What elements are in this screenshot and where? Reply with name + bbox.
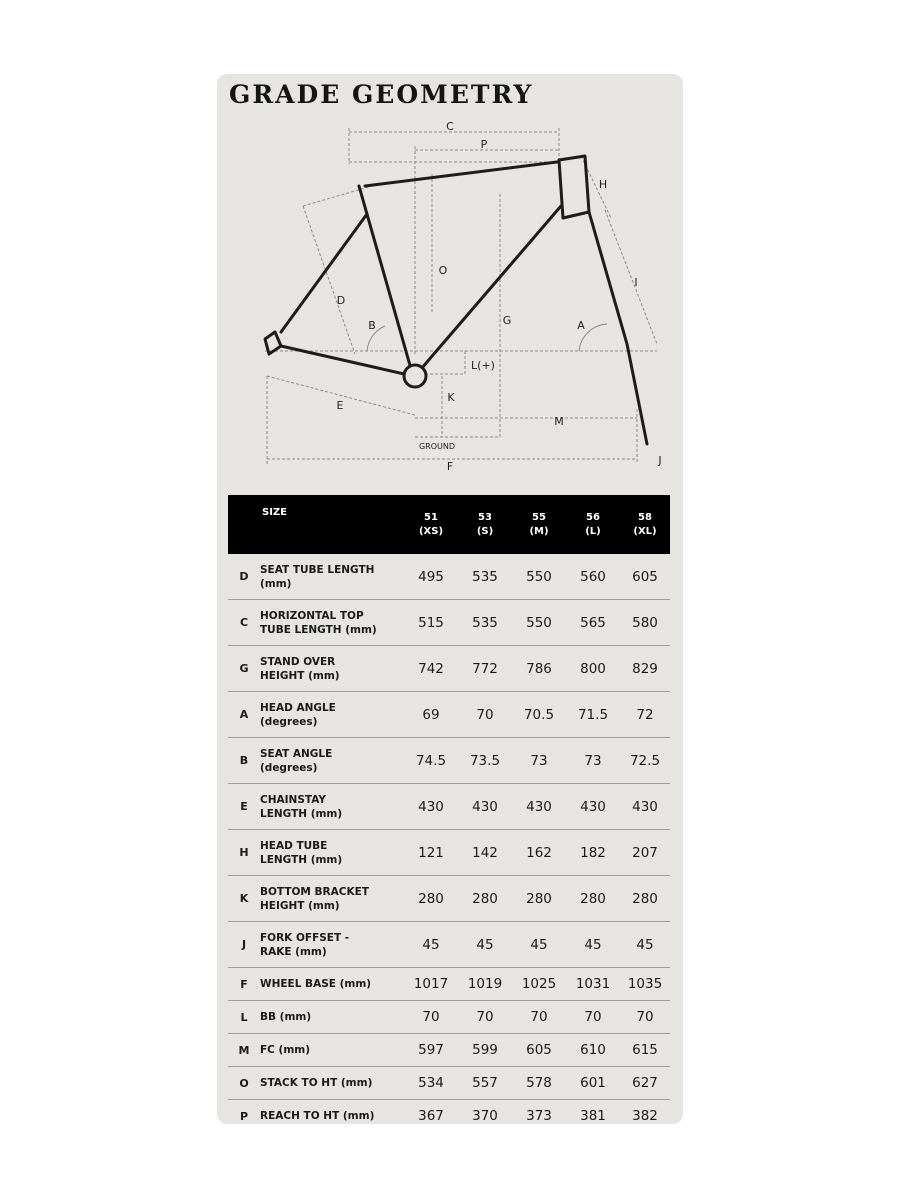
value-cell: 627 bbox=[620, 1067, 670, 1100]
value-cell: 601 bbox=[566, 1067, 620, 1100]
value-cell: 73 bbox=[566, 738, 620, 784]
value-cell: 70 bbox=[620, 1001, 670, 1034]
value-cell: 45 bbox=[404, 922, 458, 968]
table-row bbox=[228, 738, 670, 784]
parameter-name-line: FC (mm) bbox=[260, 1044, 311, 1056]
value-cell: 45 bbox=[566, 922, 620, 968]
dimension-letter: G bbox=[228, 646, 260, 692]
value-cell: 597 bbox=[404, 1034, 458, 1067]
value-cell: 430 bbox=[458, 784, 512, 830]
parameter-name-line: BB (mm) bbox=[260, 1011, 312, 1023]
dimension-letter: E bbox=[228, 784, 260, 830]
label-g: G bbox=[502, 314, 512, 327]
value-cell: 430 bbox=[512, 784, 566, 830]
parameter-name bbox=[260, 554, 404, 600]
geometry-table-body bbox=[228, 554, 670, 1132]
value-cell: 560 bbox=[566, 554, 620, 600]
parameter-name-line: WHEEL BASE (mm) bbox=[260, 978, 372, 990]
parameter-name-line: CHAINSTAY bbox=[260, 793, 326, 806]
value-cell: 772 bbox=[458, 646, 512, 692]
dimension-letter: K bbox=[228, 876, 260, 922]
table-row bbox=[228, 1034, 670, 1067]
label-o: O bbox=[438, 264, 448, 277]
value-cell: 73.5 bbox=[458, 738, 512, 784]
label-j: J bbox=[658, 454, 662, 467]
label-m: M bbox=[554, 415, 564, 428]
table-row bbox=[228, 1100, 670, 1133]
parameter-name-line: TUBE LENGTH (mm) bbox=[260, 623, 377, 636]
label-k: K bbox=[447, 391, 455, 404]
value-cell: 70 bbox=[512, 1001, 566, 1034]
value-cell: 45 bbox=[458, 922, 512, 968]
table-row bbox=[228, 692, 670, 738]
table-row bbox=[228, 554, 670, 600]
dimension-letter: F bbox=[228, 968, 260, 1001]
value-cell: 615 bbox=[620, 1034, 670, 1067]
size-column-header: 58 (XL) bbox=[620, 495, 670, 554]
value-cell: 565 bbox=[566, 600, 620, 646]
value-cell: 535 bbox=[458, 554, 512, 600]
value-cell: 605 bbox=[512, 1034, 566, 1067]
parameter-name-line: REACH TO HT (mm) bbox=[260, 1110, 375, 1122]
value-cell: 71.5 bbox=[566, 692, 620, 738]
bottom-bracket bbox=[404, 365, 426, 387]
parameter-name-line: (degrees) bbox=[260, 761, 318, 774]
value-cell: 280 bbox=[566, 876, 620, 922]
label-p: P bbox=[480, 138, 488, 151]
value-cell: 550 bbox=[512, 554, 566, 600]
label-d: D bbox=[336, 294, 346, 307]
value-cell: 367 bbox=[418, 1108, 444, 1124]
value-cell: 70.5 bbox=[512, 692, 566, 738]
parameter-name bbox=[260, 968, 404, 1001]
label-ground: GROUND bbox=[418, 442, 456, 451]
parameter-name bbox=[260, 922, 404, 968]
dimension-letter: J bbox=[228, 922, 260, 968]
value-cell: 72.5 bbox=[620, 738, 670, 784]
parameter-name-line: (degrees) bbox=[260, 715, 318, 728]
value-cell: 280 bbox=[620, 876, 670, 922]
value-cell: 70 bbox=[458, 1001, 512, 1034]
label-h: H bbox=[598, 178, 608, 191]
value-cell: 535 bbox=[458, 600, 512, 646]
table-row bbox=[228, 784, 670, 830]
value-cell: 829 bbox=[620, 646, 670, 692]
value-cell: 382 bbox=[632, 1108, 658, 1124]
parameter-name-line: HEIGHT (mm) bbox=[260, 669, 340, 682]
frame-geometry-diagram bbox=[217, 114, 683, 474]
parameter-name bbox=[260, 876, 404, 922]
size-column-header: 56 (L) bbox=[566, 495, 620, 554]
value-cell: 280 bbox=[404, 876, 458, 922]
label-e: E bbox=[336, 399, 344, 412]
value-cell: 69 bbox=[404, 692, 458, 738]
value-cell: 1017 bbox=[404, 968, 458, 1001]
size-column-header: 55 (M) bbox=[512, 495, 566, 554]
label-f: F bbox=[446, 460, 454, 473]
dimension-letter: H bbox=[228, 830, 260, 876]
size-column-header: 53 (S) bbox=[458, 495, 512, 554]
value-cell: 207 bbox=[620, 830, 670, 876]
geometry-card bbox=[217, 74, 683, 1124]
value-cell: 534 bbox=[404, 1067, 458, 1100]
table-row bbox=[228, 646, 670, 692]
value-cell: 1019 bbox=[458, 968, 512, 1001]
parameter-name bbox=[260, 1034, 404, 1067]
dimension-letter: B bbox=[228, 738, 260, 784]
page-title: GRADE GEOMETRY bbox=[229, 80, 534, 109]
value-cell: 45 bbox=[620, 922, 670, 968]
parameter-name bbox=[260, 600, 404, 646]
value-cell: 373 bbox=[526, 1108, 552, 1124]
value-cell: 70 bbox=[404, 1001, 458, 1034]
value-cell: 280 bbox=[512, 876, 566, 922]
dimension-letter: M bbox=[228, 1034, 260, 1067]
size-column-header: 51 (XS) bbox=[404, 495, 458, 554]
geometry-table bbox=[228, 495, 670, 1132]
value-cell: 550 bbox=[512, 600, 566, 646]
parameter-name-line: HEIGHT (mm) bbox=[260, 899, 340, 912]
value-cell: 280 bbox=[458, 876, 512, 922]
dimension-letter: O bbox=[228, 1067, 260, 1100]
value-cell: 610 bbox=[566, 1034, 620, 1067]
parameter-name bbox=[260, 784, 404, 830]
value-cell: 578 bbox=[512, 1067, 566, 1100]
value-cell: 72 bbox=[620, 692, 670, 738]
parameter-name bbox=[260, 646, 404, 692]
value-cell: 557 bbox=[458, 1067, 512, 1100]
table-row bbox=[228, 922, 670, 968]
value-cell: 1031 bbox=[566, 968, 620, 1001]
value-cell: 800 bbox=[566, 646, 620, 692]
value-cell: 142 bbox=[458, 830, 512, 876]
parameter-name-line: LENGTH (mm) bbox=[260, 807, 343, 820]
bike-frame bbox=[265, 156, 647, 444]
parameter-name bbox=[260, 738, 404, 784]
value-cell: 742 bbox=[404, 646, 458, 692]
value-cell: 70 bbox=[566, 1001, 620, 1034]
dimension-letter: D bbox=[228, 554, 260, 600]
dimension-letter: A bbox=[228, 692, 260, 738]
label-a: A bbox=[577, 319, 585, 332]
label-c: C bbox=[446, 120, 454, 133]
value-cell: 121 bbox=[404, 830, 458, 876]
table-row bbox=[228, 876, 670, 922]
size-header: SIZE bbox=[260, 495, 404, 554]
label-i: I bbox=[634, 276, 638, 289]
value-cell: 381 bbox=[580, 1108, 606, 1124]
parameter-name-line: HEAD TUBE bbox=[260, 839, 328, 852]
table-row bbox=[228, 1067, 670, 1100]
parameter-name-line: STAND OVER bbox=[260, 655, 336, 668]
value-cell: 70 bbox=[458, 692, 512, 738]
table-row bbox=[228, 830, 670, 876]
parameter-name bbox=[260, 1100, 404, 1133]
parameter-name bbox=[260, 1001, 404, 1034]
parameter-name bbox=[260, 1067, 404, 1100]
value-cell: 1025 bbox=[512, 968, 566, 1001]
parameter-name-line: LENGTH (mm) bbox=[260, 853, 343, 866]
parameter-name-line: BOTTOM BRACKET bbox=[260, 885, 369, 898]
parameter-name-line: FORK OFFSET - bbox=[260, 931, 350, 944]
value-cell: 605 bbox=[620, 554, 670, 600]
table-header-row bbox=[228, 495, 670, 554]
value-cell: 45 bbox=[512, 922, 566, 968]
dimension-letter: P bbox=[239, 1109, 249, 1123]
label-l: L(+) bbox=[471, 359, 495, 372]
parameter-name-line: RAKE (mm) bbox=[260, 945, 327, 958]
label-b: B bbox=[368, 319, 376, 332]
table-row bbox=[228, 600, 670, 646]
parameter-name-line: STACK TO HT (mm) bbox=[260, 1077, 373, 1089]
parameter-name-line: HORIZONTAL TOP bbox=[260, 609, 364, 622]
value-cell: 162 bbox=[512, 830, 566, 876]
table-row bbox=[228, 968, 670, 1001]
value-cell: 786 bbox=[512, 646, 566, 692]
value-cell: 580 bbox=[620, 600, 670, 646]
dimension-letter: C bbox=[228, 600, 260, 646]
value-cell: 430 bbox=[404, 784, 458, 830]
value-cell: 599 bbox=[458, 1034, 512, 1067]
value-cell: 73 bbox=[512, 738, 566, 784]
value-cell: 1035 bbox=[620, 968, 670, 1001]
value-cell: 430 bbox=[566, 784, 620, 830]
parameter-name-line: SEAT TUBE LENGTH bbox=[260, 563, 375, 576]
parameter-name-line: (mm) bbox=[260, 577, 292, 590]
value-cell: 182 bbox=[566, 830, 620, 876]
parameter-name-line: HEAD ANGLE bbox=[260, 701, 336, 714]
parameter-name bbox=[260, 692, 404, 738]
value-cell: 430 bbox=[620, 784, 670, 830]
parameter-name bbox=[260, 830, 404, 876]
value-cell: 370 bbox=[472, 1108, 498, 1124]
table-row bbox=[228, 1001, 670, 1034]
value-cell: 74.5 bbox=[404, 738, 458, 784]
parameter-name-line: SEAT ANGLE bbox=[260, 747, 333, 760]
value-cell: 515 bbox=[404, 600, 458, 646]
value-cell: 495 bbox=[404, 554, 458, 600]
dimension-letter: L bbox=[228, 1001, 260, 1034]
